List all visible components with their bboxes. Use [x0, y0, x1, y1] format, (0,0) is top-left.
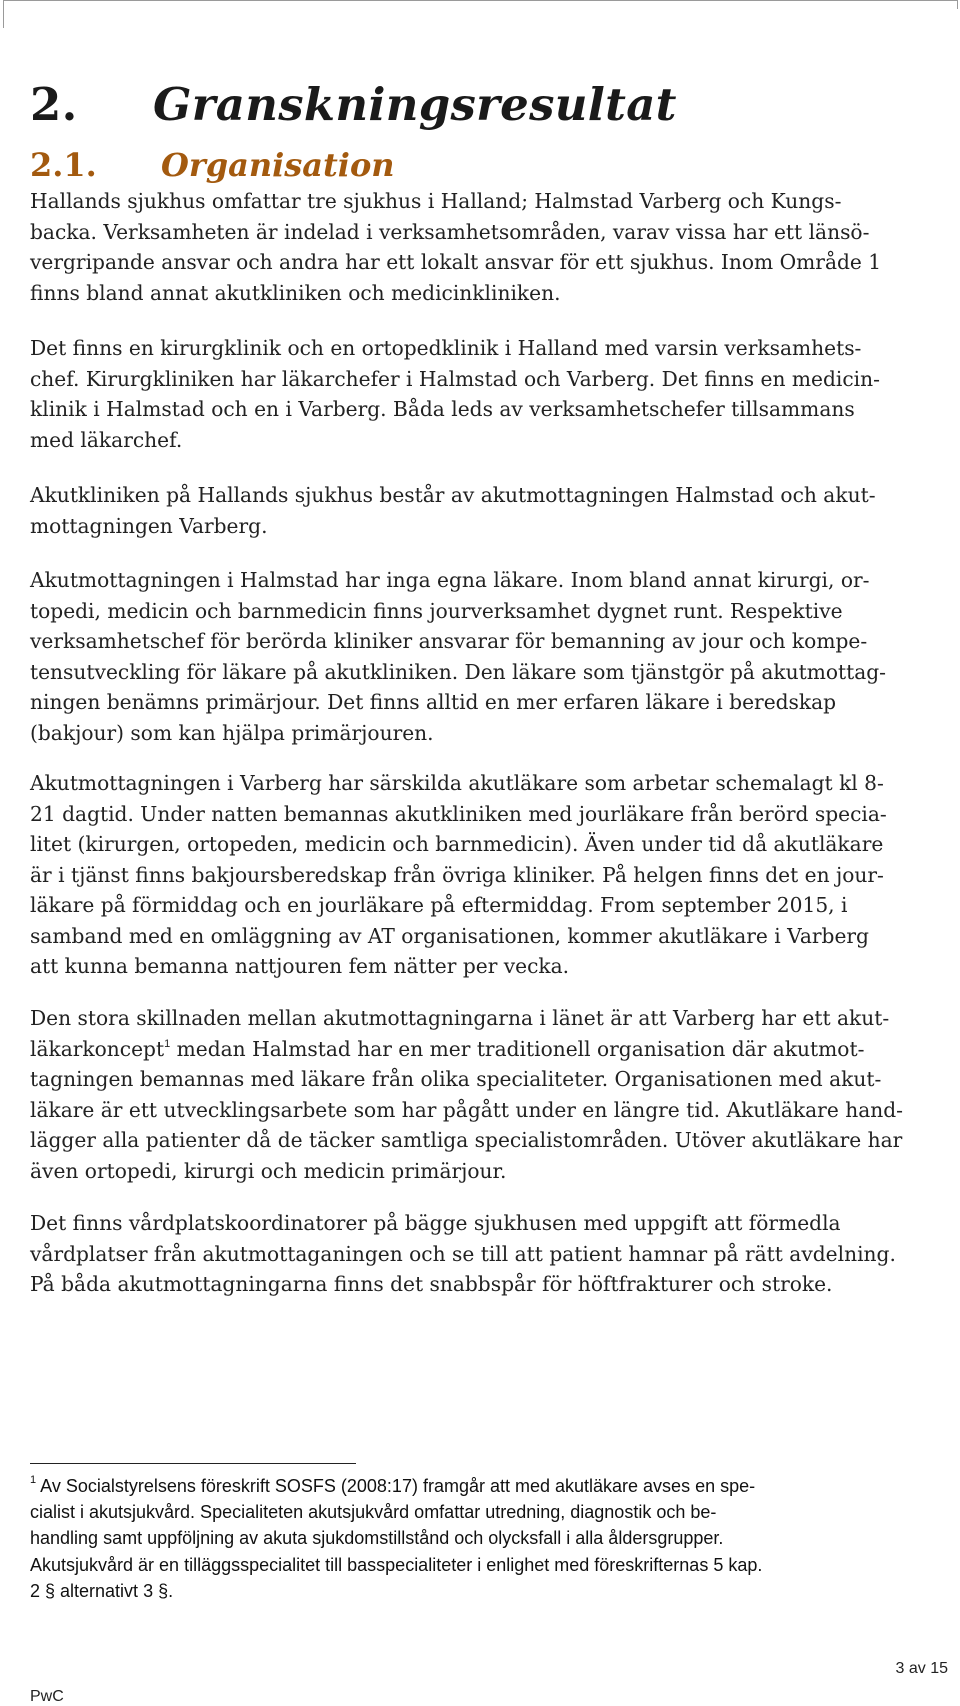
footnote-divider: [30, 1463, 356, 1464]
footer-brand: PwC: [30, 1688, 64, 1705]
paragraph-varberg: Akutmottagningen i Varberg har särskilda akutläkare som arbetar schemalagt kl 8- 21 dagtid. Under natten bemannas akutkliniken med jourläkare från berörd specia- litet (kirurgen, ortopeden, medicin och barnmedicin). Även under tid då akutläkare är i tjänst finns bakjoursberedskap från övriga kliniker. På helgen finns det en jour- läkare på förmiddag och en jourläkare på eftermiddag. From september 2015, i samband med en omläggning av AT organisationen, kommer akutläkare i Varberg att kunna bemanna nattjouren fem nätter per vecka.: [30, 771, 887, 978]
section-number: 2.1.: [30, 146, 97, 184]
footnote-reference[interactable]: 1: [164, 1037, 171, 1050]
paragraph-coordinators: Det finns vårdplatskoordinatorer på bägge sjukhusen med uppgift att förmedla vårdplatser från akutmottaganingen och se till att patient hamnar på rätt avdelning. På båda akutmottagningarna finns det snabbspår för höftfrakturer och stroke.: [30, 1211, 896, 1296]
section-title: Organisation: [161, 146, 395, 184]
paragraph-hospitals: Hallands sjukhus omfattar tre sjukhus i Halland; Halmstad Varberg och Kungs- backa. Verksamheten är indelad i verksamhetsområden, varav vissa har ett länsö- vergripande ansvar och andra har ett lokalt ansvar för ett sjukhus. Inom Område 1 finns bland annat akutkliniken och medicinkliniken.: [30, 189, 882, 305]
chapter-title: Granskningsresultat: [153, 78, 677, 131]
paragraph-emergency-clinic: Akutkliniken på Hallands sjukhus består av akutmottagningen Halmstad och akut- mottagningen Varberg.: [30, 483, 876, 538]
paragraph-halmstad: Akutmottagningen i Halmstad har inga egna läkare. Inom bland annat kirurgi, or- topedi, medicin och barnmedicin finns jourverksamhet dygnet runt. Respektive verksamhetschef för berörda kliniker ansvarar för bemanning av jour och kompe- tensutveckling för läkare på akutkliniken. Den läkare som tjänstgör på akutmottag- ningen benämns primärjour. Det finns alltid en mer erfaren läkare i beredskap (bakjour) som kan hjälpa primärjouren.: [30, 568, 887, 745]
paragraph-difference: Den stora skillnaden mellan akutmottagningarna i länet är att Varberg har ett akut- läkarkoncept$^1$ medan Halmstad har en mer traditionell organisation där akutmot- tagningen bemannas med läkare från olika specialiteter. Organisationen med akut- läkare är ett utvecklingsarbete som har pågått under en längre tid. Akutläkare hand- lägger alla patienter då de täcker samtliga specialistområden. Utöver akutläkare har även ortopedi, kirurgi och medicin primärjour.: [30, 1006, 903, 1183]
chapter-number: 2.: [30, 78, 78, 131]
paragraph-clinics: Det finns en kirurgklinik och en ortopedklinik i Halland med varsin verksamhets- chef. Kirurgkliniken har läkarchefer i Halmstad och Varberg. Det finns en medicin- klinik i Halmstad och en i Varberg. Båda leds av verksamhetschefer tillsammans med läkarchef.: [30, 336, 880, 452]
chapter-heading: [30, 78, 677, 131]
section-heading: [30, 146, 395, 184]
page-crop-mark: [3, 0, 958, 28]
page-number: 3 av 15: [895, 1660, 948, 1677]
footnote-marker: 1: [30, 1474, 37, 1486]
footnote: $^1$ Av Socialstyrelsens föreskrift SOSFS (2008:17) framgår att med akutläkare avses en spe- cialist i akutsjukvård. Specialiteten akutsjukvård omfattar utredning, diagnostik och be- handling samt uppföljning av akuta sjukdomstillstånd och olycksfall i alla åldersgrupper. Akutsjukvård är en tilläggsspecialitet till basspecialiteter i enlighet med föreskrifternas 5 kap. 2 § alternativt 3 §.: [30, 1474, 763, 1601]
